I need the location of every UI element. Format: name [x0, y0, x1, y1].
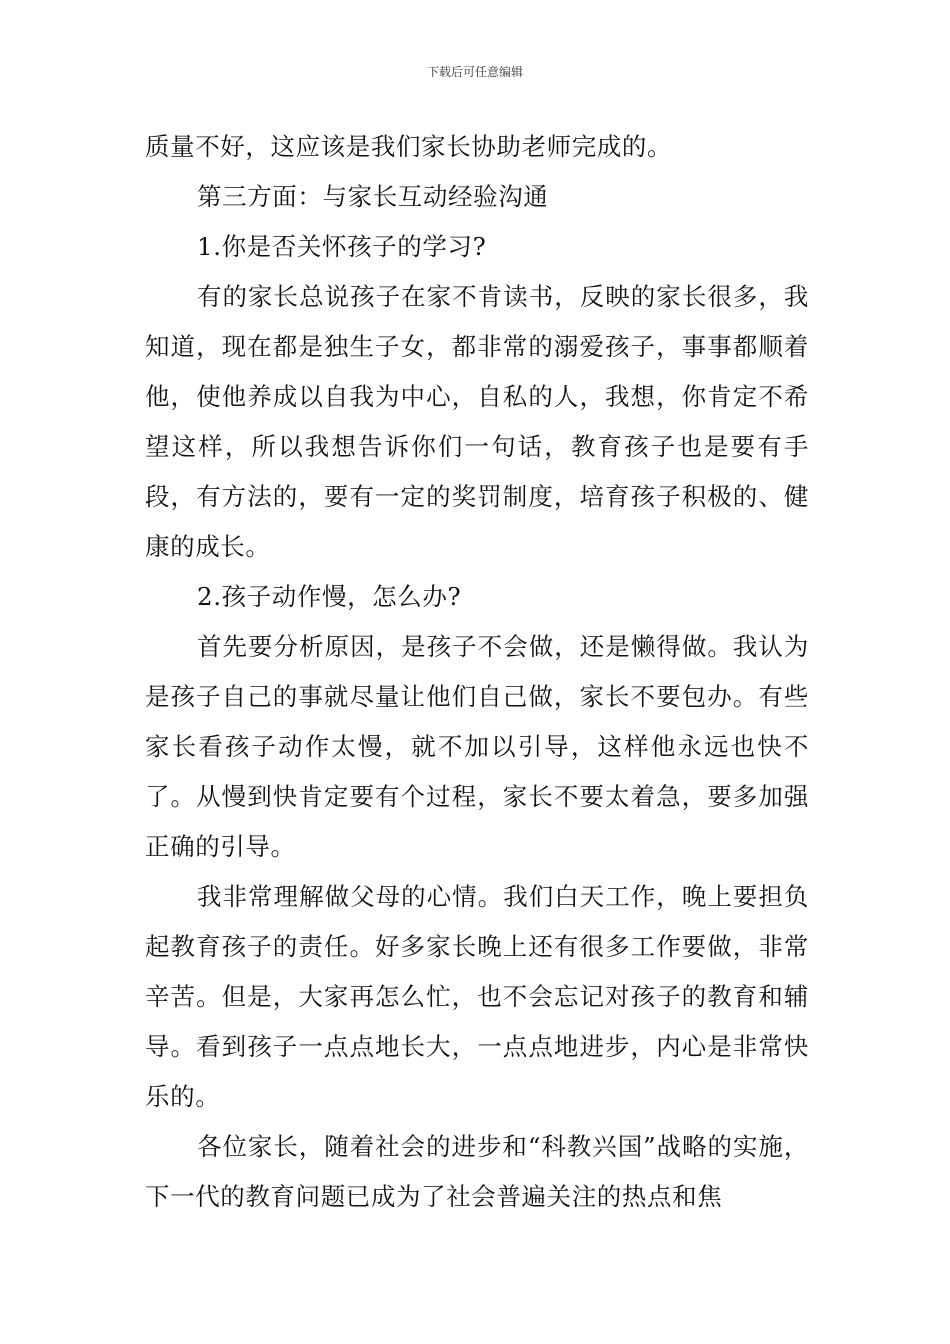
section-heading: 第三方面：与家长互动经验沟通 — [197, 182, 549, 211]
paragraph-parents: 我非常理解做父母的心情。我们白天工作，晚上要担负起教育孩子的责任。好多家长晚上还有很多工作要做，非常辛苦。但是，大家再怎么忙，也不会忘记对孩子的教育和辅导。看到孩子一点点地长大，一点点地进步，内心是非常快乐的。 — [145, 882, 809, 1111]
paragraph-answer-1: 有的家长总说孩子在家不肯读书，反映的家长很多，我知道，现在都是独生子女，都非常的溺爱孩子，事事都顺着他，使他养成以自我为中心，自私的人，我想，你肯定不希望这样，所以我想告诉你们一句话，教育孩子也是要有手段，有方法的，要有一定的奖罚制度，培育孩子积极的、健康的成长。 — [145, 282, 809, 561]
page-header: 下载后可任意编辑 — [426, 65, 523, 79]
paragraph-closing: 各位家长，随着社会的进步和“科教兴国”战略的实施，下一代的教育问题已成为了社会普遍关注的热点和焦 — [145, 1132, 809, 1211]
document-body — [145, 122, 809, 1222]
paragraph-answer-2: 首先要分析原因，是孩子不会做，还是懒得做。我认为是孩子自己的事就尽量让他们自己做，家长不要包办。有些家长看孩子动作太慢，就不加以引导，这样他永远也快不了。从慢到快肯定要有个过程，家长不要太着急，要多加强正确的引导。 — [145, 632, 809, 861]
question-1: 1.你是否关怀孩子的学习? — [197, 232, 487, 261]
question-2: 2.孩子动作慢，怎么办? — [197, 582, 462, 611]
paragraph-1: 质量不好，这应该是我们家长协助老师完成的。 — [145, 132, 673, 161]
